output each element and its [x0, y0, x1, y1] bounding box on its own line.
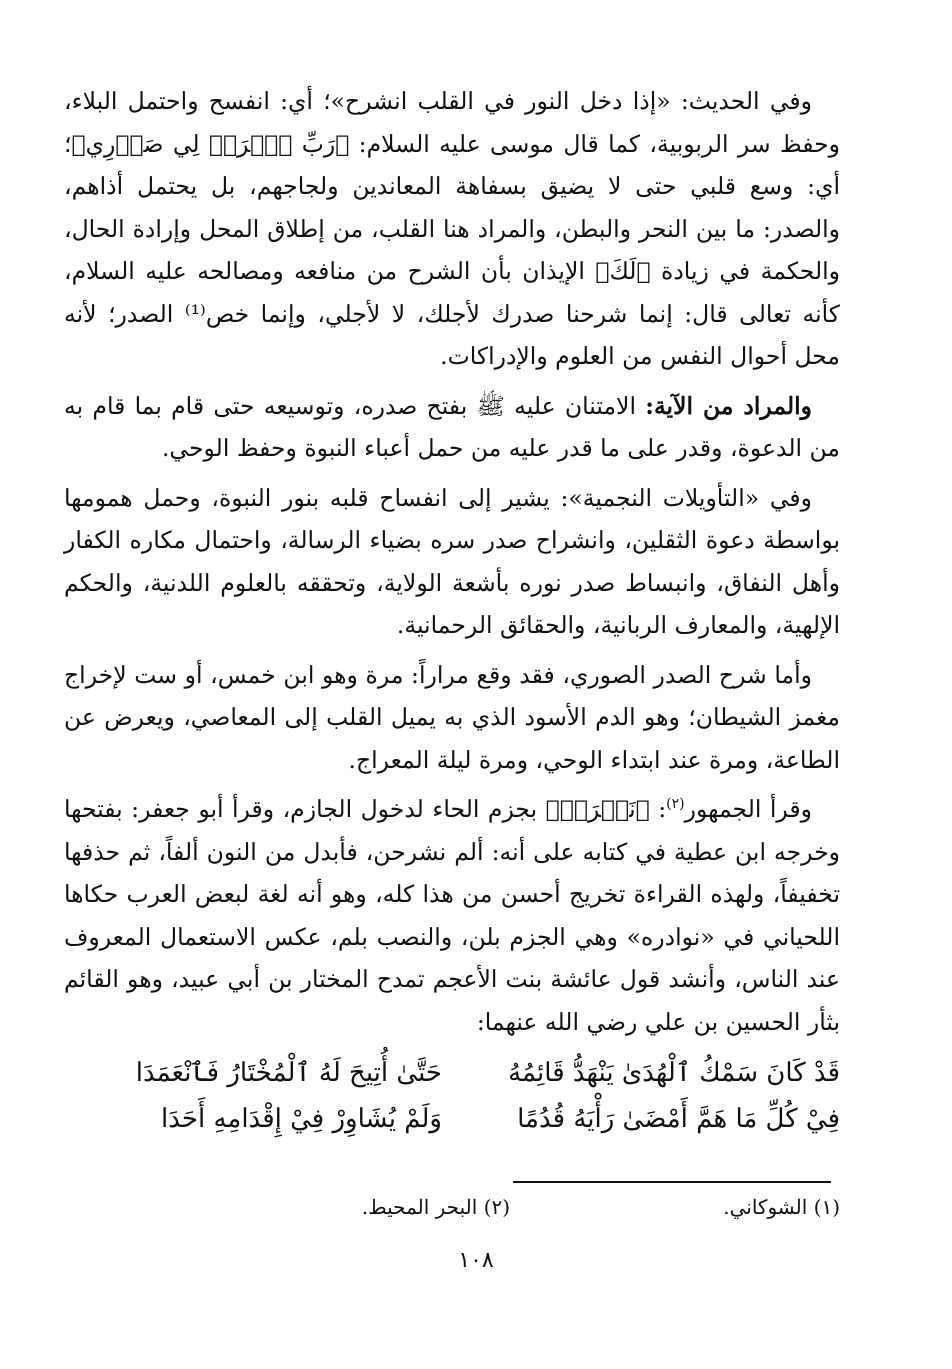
paragraph-5-text: بجزم الحاء لدخول الجازم، وقرأ أبو جعفر: بفتحها وخرجه ابن عطية في كتابه على أنه: ألم نشرحن، فأبدل من النون ألفاً، ثم حذفها تخفيفاً، ولهذه القراءة تخريج أحسن من هذا كله، وهو أنه لغة لبعض العرب حكاها اللحياني في «نوادره» وهي الجزم بلن، والنصب بلم، عكس الاستعمال المعروف عند الناس، وأنشد قول عائشة بنت الأعجم تمدح المختار بن أبي عبيد، وهو القائم بثأر الحسين بن علي رضي الله عنهما: — [64, 795, 840, 1036]
page-number: ١٠٨ — [458, 1248, 494, 1273]
footnotes — [150, 1192, 840, 1222]
paragraph-2 — [64, 385, 840, 470]
poem-verses — [64, 1050, 840, 1142]
footnote-2: (٢) البحر المحيط. — [361, 1195, 510, 1219]
paragraph-4: وأما شرح الصدر الصوري، فقد وقع مراراً: مرة وهو ابن خمس، أو ست لإخراج مغمز الشيطان؛ وهو الدم الأسود الذي به يميل القلب إلى المعاصي، ويعرض عن الطاعة، ومرة عند ابتداء الوحي، ومرة ليلة المعراج. — [64, 660, 840, 774]
verse-line-2 — [64, 1096, 840, 1142]
verse-line-1 — [64, 1050, 840, 1096]
paragraph-5-lead: وقرأ الجمهور — [684, 795, 812, 823]
paragraph-5 — [64, 788, 840, 1043]
paragraph-1: وفي الحديث: «إذا دخل النور في القلب انشرح»؛ أي: انفسح واحتمل البلاء، وحفظ سر الربوبية، كما قال موسى عليه السلام: ﴿رَبِّ ٱشۡرَحۡ لِي صَدۡرِي﴾؛ أي: وسع قلبي حتى لا يضيق بسفاهة المعاندين ولجاجهم، بل يحتمل أذاهم، والصدر: ما بين النحر والبطن، والمراد هنا القلب، من إطلاق المحل وإرادة الحال، والحكمة في زيادة ﴿لَكَ﴾ الإيذان بأن الشرح من منافعه ومصالحه عليه السلام، كأنه تعالى قال: إنما شرحنا صدرك لأجلك، لا لأجلي، وإنما خص⁽¹⁾ الصدر؛ لأنه محل أحوال النفس من العلوم والإدراكات. — [64, 87, 840, 370]
footnote-1: (١) الشوكاني. — [723, 1195, 840, 1219]
paragraph-2-text: الامتنان عليه ﷺ بفتح صدره، وتوسيعه حتى قام بما قام به من الدعوة، وقدر على ما قدر عليه من حمل أعباء النبوة وحفظ الوحي. — [64, 391, 840, 462]
paragraph-2-lead: والمراد من الآية: — [645, 391, 812, 420]
verse-1-first-hemistich: قَدْ كَانَ سَمْكُ ٱلْهُدَىٰ يَنْهَدُّ قَائِمُهُ — [508, 1058, 840, 1088]
verse-1-second-hemistich: حَتَّىٰ أُتِيحَ لَهُ ٱلْمُخْتَارُ فَٱنْعَمَدَا — [135, 1058, 442, 1088]
footnote-divider — [513, 1181, 831, 1183]
verse-2-second-hemistich: وَلَمْ يُشَاوِرْ فِيْ إِقْدَامِهِ أَحَدَا — [161, 1104, 442, 1134]
paragraph-5-quran: : ﴿نَشۡرَحۡ﴾ — [545, 795, 667, 823]
footnote-mark-2: (٢) — [666, 796, 685, 813]
verse-2-first-hemistich: فِيْ كُلِّ مَا هَمَّ أَمْضَىٰ رَأْيَهُ قُدُمًا — [517, 1104, 840, 1134]
paragraph-3: وفي «التأويلات النجمية»: يشير إلى انفساح قلبه بنور النبوة، وحمل همومها بواسطة دعوة الثقلين، وانشراح صدر سره بضياء الرسالة، واحتمال مكاره الكفار وأهل النفاق، وانبساط صدر نوره بأشعة الولاية، وتحققه بالعلوم اللدنية، والحكم الإلهية، والمعارف الربانية، والحقائق الرحمانية. — [64, 483, 840, 639]
